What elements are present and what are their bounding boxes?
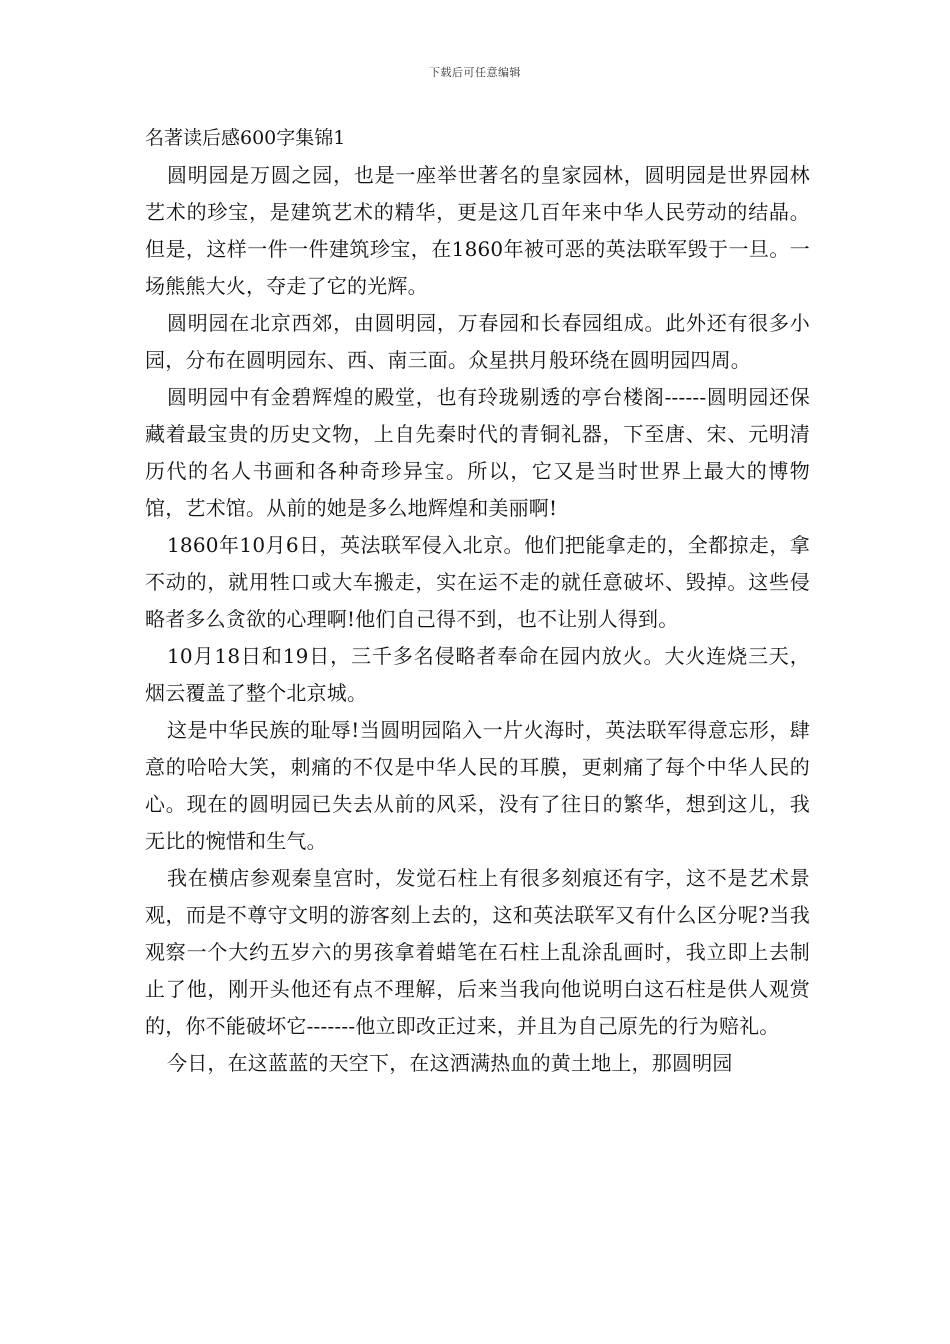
- page-header-note: 下载后可任意编辑: [429, 66, 521, 79]
- paragraph-6: 这是中华民族的耻辱!当圆明园陷入一片火海时，英法联军得意忘形，肆意的哈哈大笑，刺痛的不仅是中华人民的耳膜，更刺痛了每个中华人民的心。现在的圆明园已失去从前的风采，没有了往日的繁华，想到这儿，我无比的惋惜和生气。: [145, 718, 810, 853]
- paragraph-7: 我在横店参观秦皇宫时，发觉石柱上有很多刻痕还有字，这不是艺术景观，而是不尊守文明的游客刻上去的，这和英法联军又有什么区分呢?当我观察一个大约五岁六的男孩拿着蜡笔在石柱上乱涂乱画时，我立即上去制止了他，刚开头他还有点不理解，后来当我向他说明白这石柱是供人观赏的，你不能破坏它-------他立即改正过来，并且为自己原先的行为赔礼。: [145, 866, 810, 1038]
- document-title: 名著读后感600字集锦1: [145, 127, 346, 149]
- paragraph-5: 10月18日和19日，三千多名侵略者奉命在园内放火。大火连烧三天，烟云覆盖了整个北京城。: [145, 644, 810, 705]
- paragraph-4: 1860年10月6日，英法联军侵入北京。他们把能拿走的，全都掠走，拿不动的，就用牲口或大车搬走，实在运不走的就任意破坏、毁掉。这些侵略者多么贪欲的心理啊!他们自己得不到，也不让别人得到。: [145, 533, 810, 631]
- paragraph-3: 圆明园中有金碧辉煌的殿堂，也有玲珑剔透的亭台楼阁------圆明园还保藏着最宝贵的历史文物，上自先秦时代的青铜礼器，下至唐、宋、元明清历代的名人书画和各种奇珍异宝。所以，它又是当时世界上最大的博物馆，艺术馆。从前的她是多么地辉煌和美丽啊!: [145, 385, 810, 520]
- paragraph-8: 今日，在这蓝蓝的天空下，在这洒满热血的黄土地上，那圆明园: [167, 1051, 733, 1075]
- paragraph-1: 圆明园是万圆之园，也是一座举世著名的皇家园林，圆明园是世界园林艺术的珍宝，是建筑艺术的精华，更是这几百年来中华人民劳动的结晶。但是，这样一件一件建筑珍宝，在1860年被可恶的英法联军毁于一旦。一场熊熊大火，夺走了它的光辉。: [145, 163, 810, 298]
- document-body: [145, 120, 810, 1082]
- paragraph-2: 圆明园在北京西郊，由圆明园，万春园和长春园组成。此外还有很多小园，分布在圆明园东、西、南三面。众星拱月般环绕在圆明园四周。: [145, 311, 810, 372]
